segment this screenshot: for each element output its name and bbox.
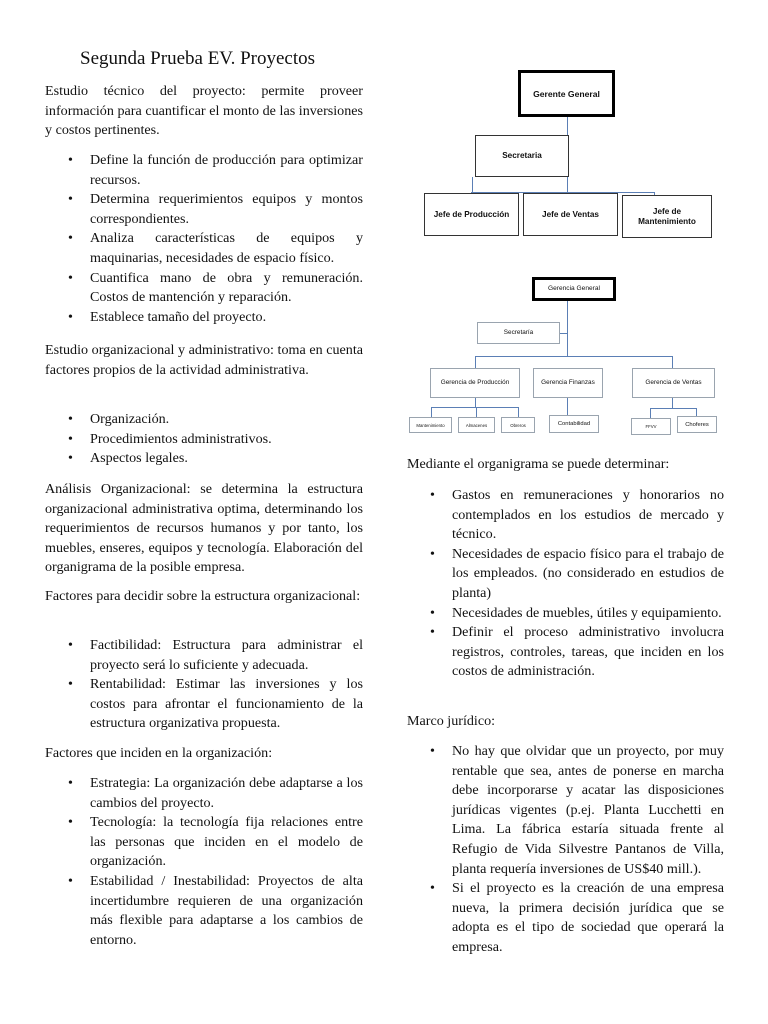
org-box-gerencia-general: Gerencia General bbox=[532, 277, 616, 301]
list-item: • Define la función de producción para optimizar recursos. bbox=[45, 151, 363, 190]
connector-line bbox=[650, 408, 697, 409]
org-box-jefe-ventas: Jefe de Ventas bbox=[523, 193, 618, 236]
factores-decidir-intro: Factores para decidir sobre la estructura organizacional: bbox=[45, 588, 361, 604]
connector-line bbox=[518, 407, 519, 417]
connector-line bbox=[431, 407, 432, 417]
connector-line bbox=[672, 398, 673, 408]
list-item: • Definir el proceso administrativo involucra registros, controles, tareas, que inciden en los costos de administración. bbox=[407, 623, 724, 682]
org-box-choferes: Choferes bbox=[677, 416, 717, 433]
connector-line bbox=[431, 407, 519, 408]
list-item: • Gastos en remuneraciones y honorarios no contemplados en los estudios de mercado y técnico. bbox=[407, 486, 724, 545]
org-box-jefe-produccion: Jefe de Producción bbox=[424, 193, 519, 236]
list-item: • No hay que olvidar que un proyecto, por muy rentable que sea, antes de ponerse en marcha debe incorporarse y acatar las disposiciones jurídicas vigentes (p.ej. Planta Lucchetti en Lima. La fábrica estaría situada frente al Refugio de Vida Silvestre Pantanos de Villa, planta requería inversiones de US$40 mill.). bbox=[407, 742, 724, 879]
list-item: • Estrategia: La organización debe adaptarse a los cambios del proyecto. bbox=[45, 774, 363, 813]
organizacional-intro: Estudio organizacional y administrativo: toma en cuenta factores propios de la actividad administrativa. bbox=[45, 342, 363, 378]
org-box-gerencia-produccion: Gerencia de Producción bbox=[430, 368, 520, 398]
marco-juridico-list bbox=[407, 742, 724, 958]
list-item: • Rentabilidad: Estimar las inversiones y los costos para afrontar el funcionamiento de la estructura organizativa propuesta. bbox=[45, 675, 363, 734]
factores-inciden-intro: Factores que inciden en la organización: bbox=[45, 745, 273, 761]
connector-line bbox=[650, 408, 651, 418]
list-item: • Estabilidad / Inestabilidad: Proyectos de alta incertidumbre requieren de una organización más flexible para adaptarse a los cambios de entorno. bbox=[45, 872, 363, 950]
connector-line bbox=[475, 356, 476, 368]
analisis-organizacional: Análisis Organizacional: se determina la estructura organizacional administrativa optima, determinando los requerimientos de recursos humanos y por tanto, los muebles, enseres, equipos y tecnología. Elaboración del organigrama de la posible empresa. bbox=[45, 481, 363, 576]
org-box-secretaria: Secretaria bbox=[475, 135, 569, 177]
connector-line bbox=[696, 408, 697, 416]
org-chart-2 bbox=[0, 0, 768, 450]
tecnico-intro: Estudio técnico del proyecto: permite proveer información para cuantificar el monto de las inversiones y costos pertinentes. bbox=[45, 83, 363, 139]
list-item: • Tecnología: la tecnología fija relaciones entre las personas que inciden en el modelo de organización. bbox=[45, 813, 363, 872]
connector-line bbox=[476, 407, 477, 417]
connector-line bbox=[475, 356, 673, 357]
connector-line bbox=[567, 299, 568, 356]
list-item: • Aspectos legales. bbox=[45, 449, 363, 469]
factores-decidir-list bbox=[45, 636, 363, 734]
org-box-obreros: Obreros bbox=[501, 417, 535, 433]
list-item: • Necesidades de espacio físico para el trabajo de los empleados. (no considerado en estudios de planta) bbox=[407, 545, 724, 604]
connector-line bbox=[560, 333, 568, 334]
list-item: • Procedimientos administrativos. bbox=[45, 430, 363, 450]
org-box-jefe-mantenimiento: Jefe de Mantenimiento bbox=[622, 195, 712, 238]
org-box-mantenimiento: Mantenimiento bbox=[409, 417, 452, 433]
organigrama-list bbox=[407, 486, 724, 682]
organigrama-intro: Mediante el organigrama se puede determinar: bbox=[407, 456, 670, 472]
org-box-secretaria-2: Secretaría bbox=[477, 322, 560, 344]
list-item: • Organización. bbox=[45, 410, 363, 430]
org-box-ffvv: FFVV bbox=[631, 418, 671, 435]
connector-line bbox=[475, 398, 476, 407]
org-box-almacenes: Almacenes bbox=[458, 417, 495, 433]
connector-line bbox=[672, 356, 673, 368]
org-box-contabilidad: Contabilidad bbox=[549, 415, 599, 433]
org-box-gerente-general: Gerente General bbox=[518, 70, 615, 117]
list-item: • Analiza características de equipos y maquinarias, necesidades de espacio físico. bbox=[45, 229, 363, 268]
list-item: • Determina requerimientos equipos y montos correspondientes. bbox=[45, 190, 363, 229]
list-item: • Si el proyecto es la creación de una empresa nueva, la primera decisión jurídica que se adopta es el tipo de sociedad que operará la empresa. bbox=[407, 879, 724, 957]
org-box-gerencia-finanzas: Gerencia Finanzas bbox=[533, 368, 603, 398]
list-item: • Factibilidad: Estructura para administrar el proyecto será lo suficiente y adecuada. bbox=[45, 636, 363, 675]
list-item: • Cuantifica mano de obra y remuneración. Costos de mantención y reparación. bbox=[45, 269, 363, 308]
marco-juridico-heading: Marco jurídico: bbox=[407, 713, 496, 729]
list-item: • Necesidades de muebles, útiles y equipamiento. bbox=[407, 604, 724, 624]
org-box-gerencia-ventas: Gerencia de Ventas bbox=[632, 368, 715, 398]
page-title: Segunda Prueba EV. Proyectos bbox=[80, 48, 316, 69]
connector-line bbox=[567, 398, 568, 415]
factores-inciden-list bbox=[45, 774, 363, 950]
list-item: • Establece tamaño del proyecto. bbox=[45, 308, 363, 328]
